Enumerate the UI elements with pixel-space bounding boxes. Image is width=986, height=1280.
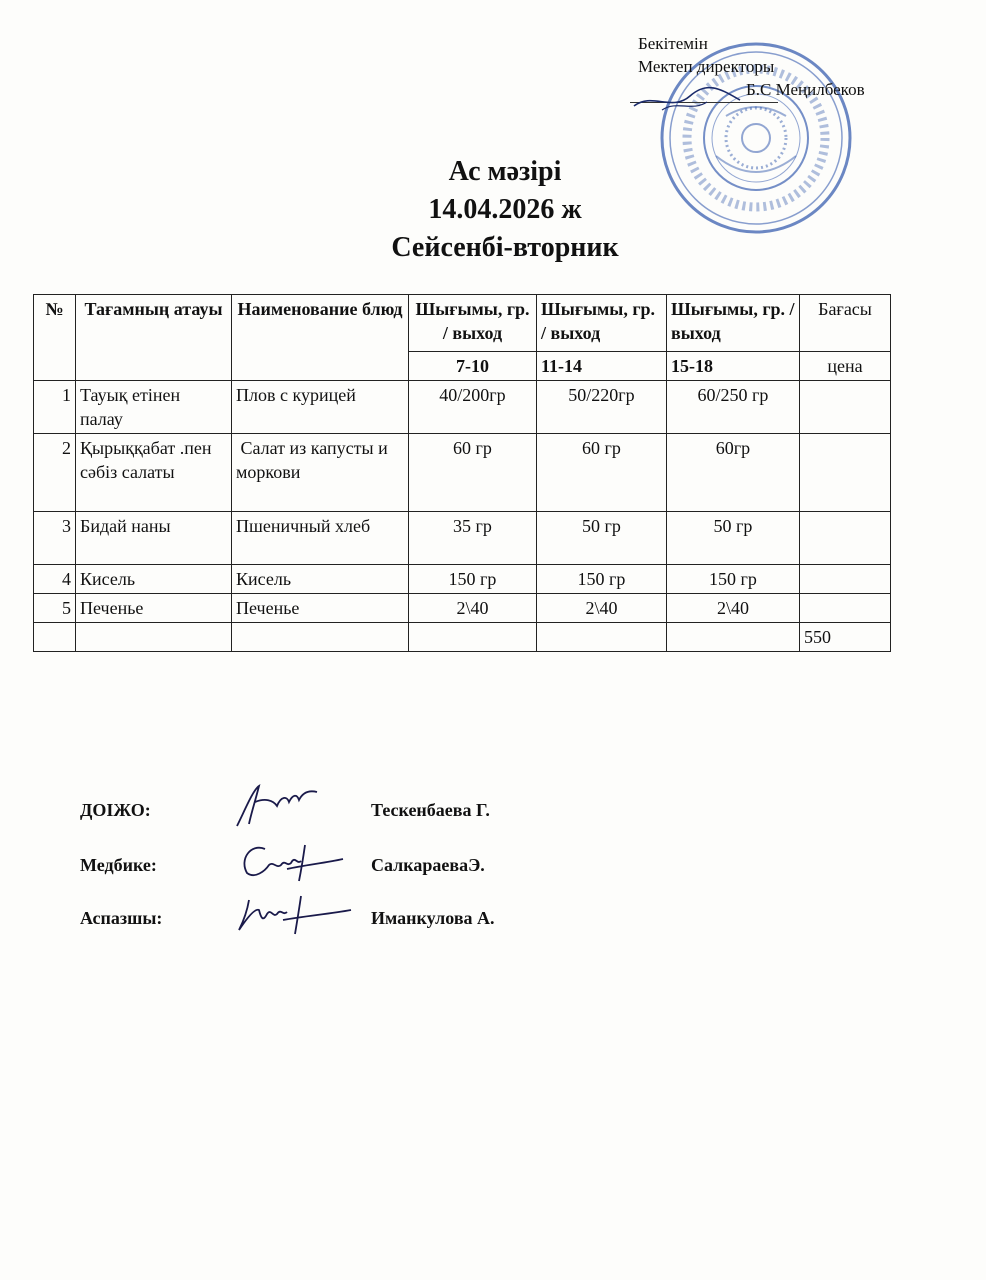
approval-line-3: Б.С Меңилбеков [746,80,865,99]
row-num: 3 [34,512,76,565]
row-yield-2: 2\40 [537,594,667,623]
row-yield-2: 60 гр [537,434,667,512]
row-yield-2: 50 гр [537,512,667,565]
table-row [34,594,891,623]
row-yield-2: 150 гр [537,565,667,594]
total-empty [76,623,232,652]
row-yield-1: 60 гр [409,434,537,512]
table-row [34,381,891,434]
row-name-kz: Бидай наны [76,512,232,565]
row-num: 1 [34,381,76,434]
signature-row [80,792,580,832]
header-name-ru: Наименование блюд [232,295,409,381]
header-name-kz: Тағамның атауы [76,295,232,381]
table-total-row [34,623,891,652]
row-num: 2 [34,434,76,512]
signature-role: ДОІЖО: [80,800,151,820]
row-yield-3: 60гр [667,434,800,512]
header-age-1: 7-10 [409,352,537,381]
row-name-ru: Пшеничный хлеб [232,512,409,565]
menu-table [33,294,891,652]
director-signature [632,82,742,116]
header-price-ru: цена [800,352,891,381]
table-row [34,565,891,594]
row-price [800,512,891,565]
table-header-row [34,295,891,352]
signature-name: Иманкулова А. [371,908,495,928]
row-name-kz: Тауық етінен палау [76,381,232,434]
total-empty [409,623,537,652]
row-yield-3: 2\40 [667,594,800,623]
header-yield-1: Шығымы, гр. / выход [409,295,537,352]
signature-scribble [225,888,365,938]
row-price [800,594,891,623]
approval-line-2: Мектеп директоры [638,57,775,76]
row-name-ru: Плов с курицей [232,381,409,434]
header-num: № [34,295,76,381]
signature-name: СалкараеваЭ. [371,855,485,875]
row-yield-1: 35 гр [409,512,537,565]
signature-row [80,847,580,887]
row-yield-1: 40/200гр [409,381,537,434]
title-day: Сейсенбі-вторник [391,232,619,263]
signature-scribble [225,835,365,885]
row-name-ru: Кисель [232,565,409,594]
signature-role: Медбике: [80,855,157,875]
row-num: 4 [34,565,76,594]
row-price [800,381,891,434]
header-yield-3: Шығымы, гр. / выход [667,295,800,352]
total-empty [232,623,409,652]
row-yield-3: 50 гр [667,512,800,565]
row-name-kz: Печенье [76,594,232,623]
header-age-2: 11-14 [537,352,667,381]
total-empty [34,623,76,652]
table-row [34,512,891,565]
row-price [800,565,891,594]
row-price [800,434,891,512]
row-yield-1: 2\40 [409,594,537,623]
header-yield-2: Шығымы, гр. / выход [537,295,667,352]
row-yield-3: 150 гр [667,565,800,594]
header-age-3: 15-18 [667,352,800,381]
row-name-kz: Кисель [76,565,232,594]
row-name-kz: Қырыққабат .пен сәбіз салаты [76,434,232,512]
row-name-ru: Печенье [232,594,409,623]
row-num: 5 [34,594,76,623]
total-price: 550 [800,623,891,652]
signature-scribble [225,780,365,830]
row-name-ru: Салат из капусты и моркови [232,434,409,512]
total-empty [537,623,667,652]
table-row [34,434,891,512]
title-line-1: Ас мәзірі [448,156,562,187]
signature-row [80,900,580,940]
signature-name: Тескенбаева Г. [371,800,490,820]
row-yield-2: 50/220гр [537,381,667,434]
header-price-kz: Бағасы [800,295,891,352]
row-yield-3: 60/250 гр [667,381,800,434]
title-date: 14.04.2026 ж [428,194,582,225]
signature-role: Аспазшы: [80,908,163,928]
approval-line-1: Бекітемін [638,34,708,53]
row-yield-1: 150 гр [409,565,537,594]
total-empty [667,623,800,652]
